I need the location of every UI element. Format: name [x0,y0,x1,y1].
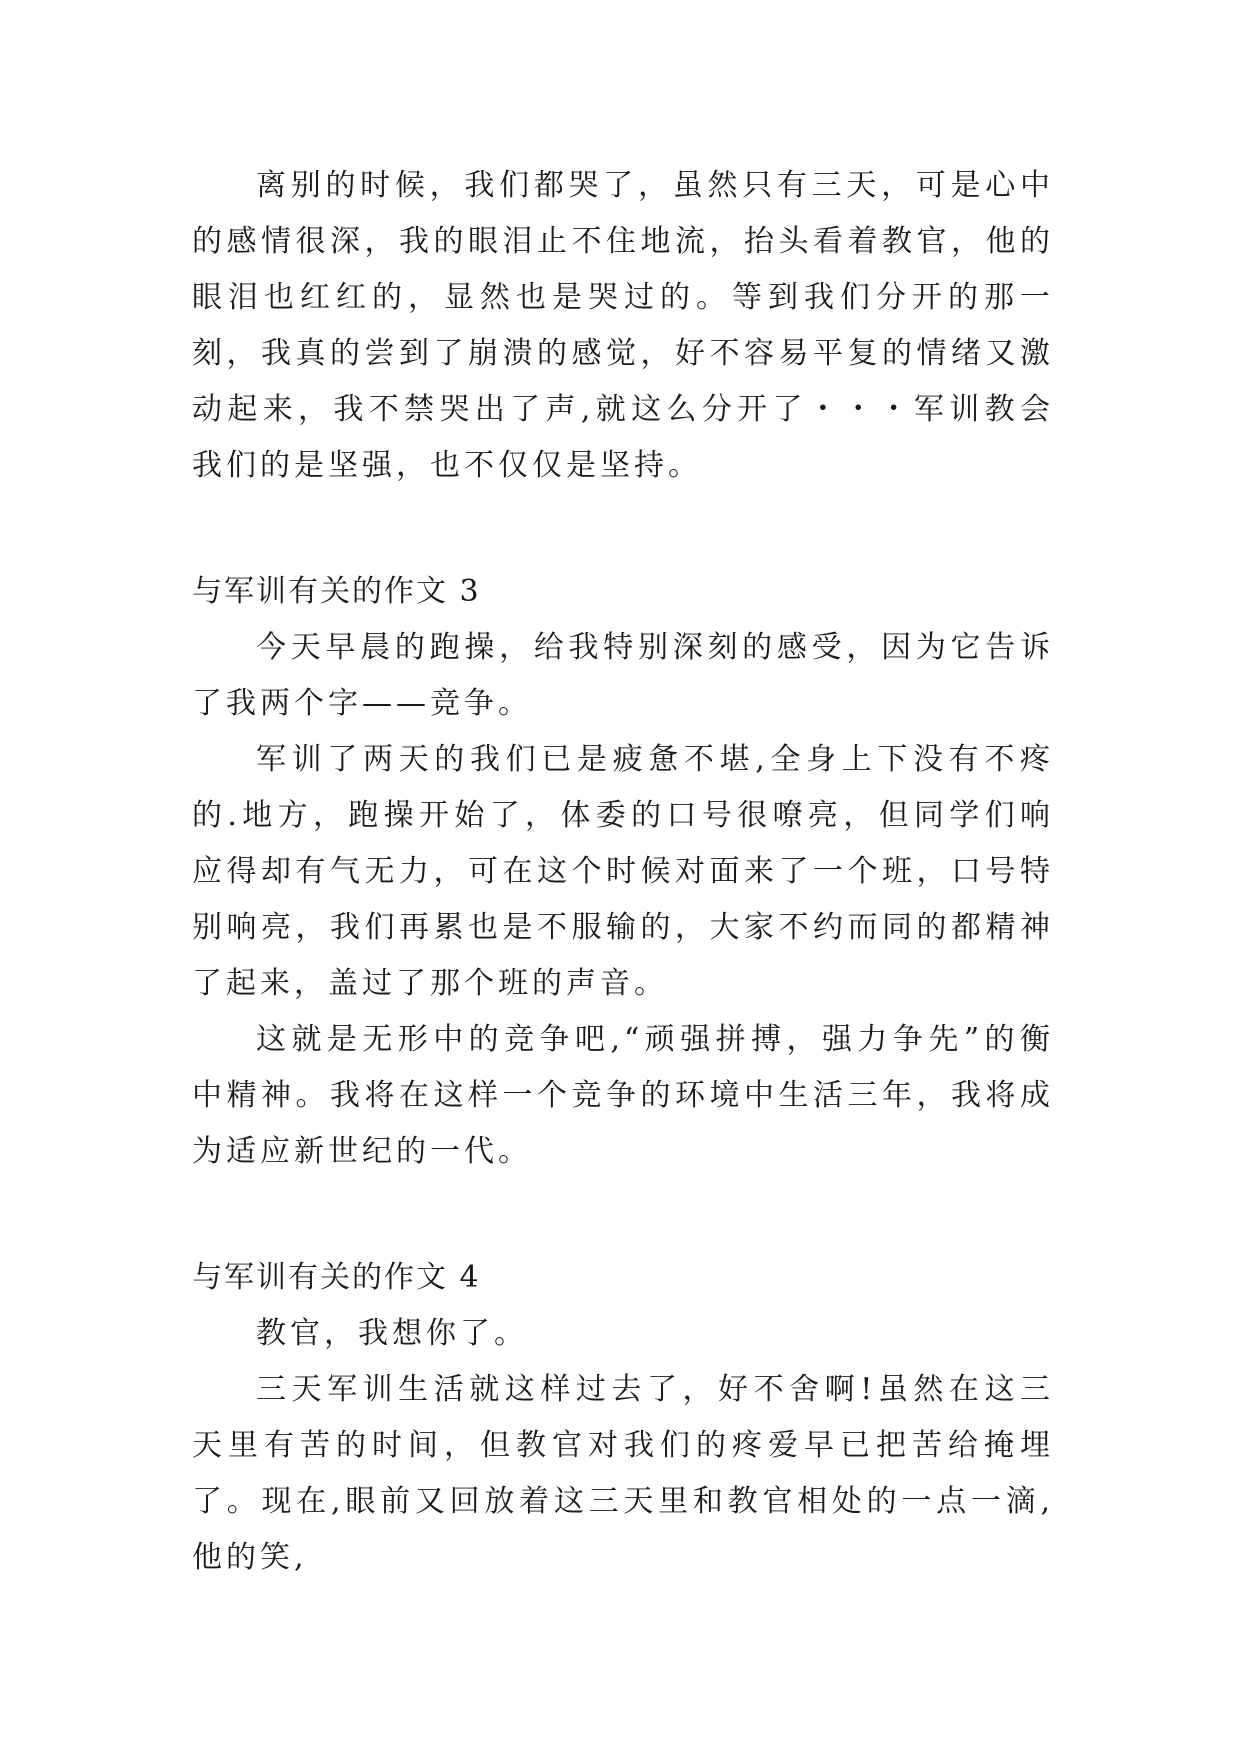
section-heading-4: 与军训有关的作文 4 [192,1260,481,1295]
document-page [192,158,1054,1586]
paragraph-training-two-days: 军训了两天的我们已是疲惫不堪,全身上下没有不疼的.地方，跑操开始了，体委的口号很嘹亮，但同学们响应得却有气无力，可在这个时候对面来了一个班，口号特别响亮，我们再累也是不服输的，大家不约而同的都精神了起来，盖过了那个班的声音。 [192,742,1054,1001]
paragraph-competition-spirit: 这就是无形中的竞争吧,“顽强拼搏，强力争先”的衡中精神。我将在这样一个竞争的环境中生活三年，我将成为适应新世纪的一代。 [192,1022,1054,1169]
paragraph-miss-instructor: 教官，我想你了。 [256,1316,528,1351]
section-heading-3: 与军训有关的作文 3 [192,574,481,609]
paragraph-three-days: 三天军训生活就这样过去了，好不舍啊!虽然在这三天里有苦的时间，但教官对我们的疼爱早已把苦给掩埋了。现在,眼前又回放着这三天里和教官相处的一点一滴,他的笑, [192,1372,1054,1575]
paragraph-morning-run: 今天早晨的跑操，给我特别深刻的感受，因为它告诉了我两个字——竞争。 [192,630,1054,721]
paragraph-farewell: 离别的时候，我们都哭了，虽然只有三天，可是心中的感情很深，我的眼泪止不住地流，抬头看着教官，他的眼泪也红红的，显然也是哭过的。等到我们分开的那一刻，我真的尝到了崩溃的感觉，好不容易平复的情绪又激动起来，我不禁哭出了声,就这么分开了・・・军训教会我们的是坚强，也不仅仅是坚持。 [192,168,1054,483]
